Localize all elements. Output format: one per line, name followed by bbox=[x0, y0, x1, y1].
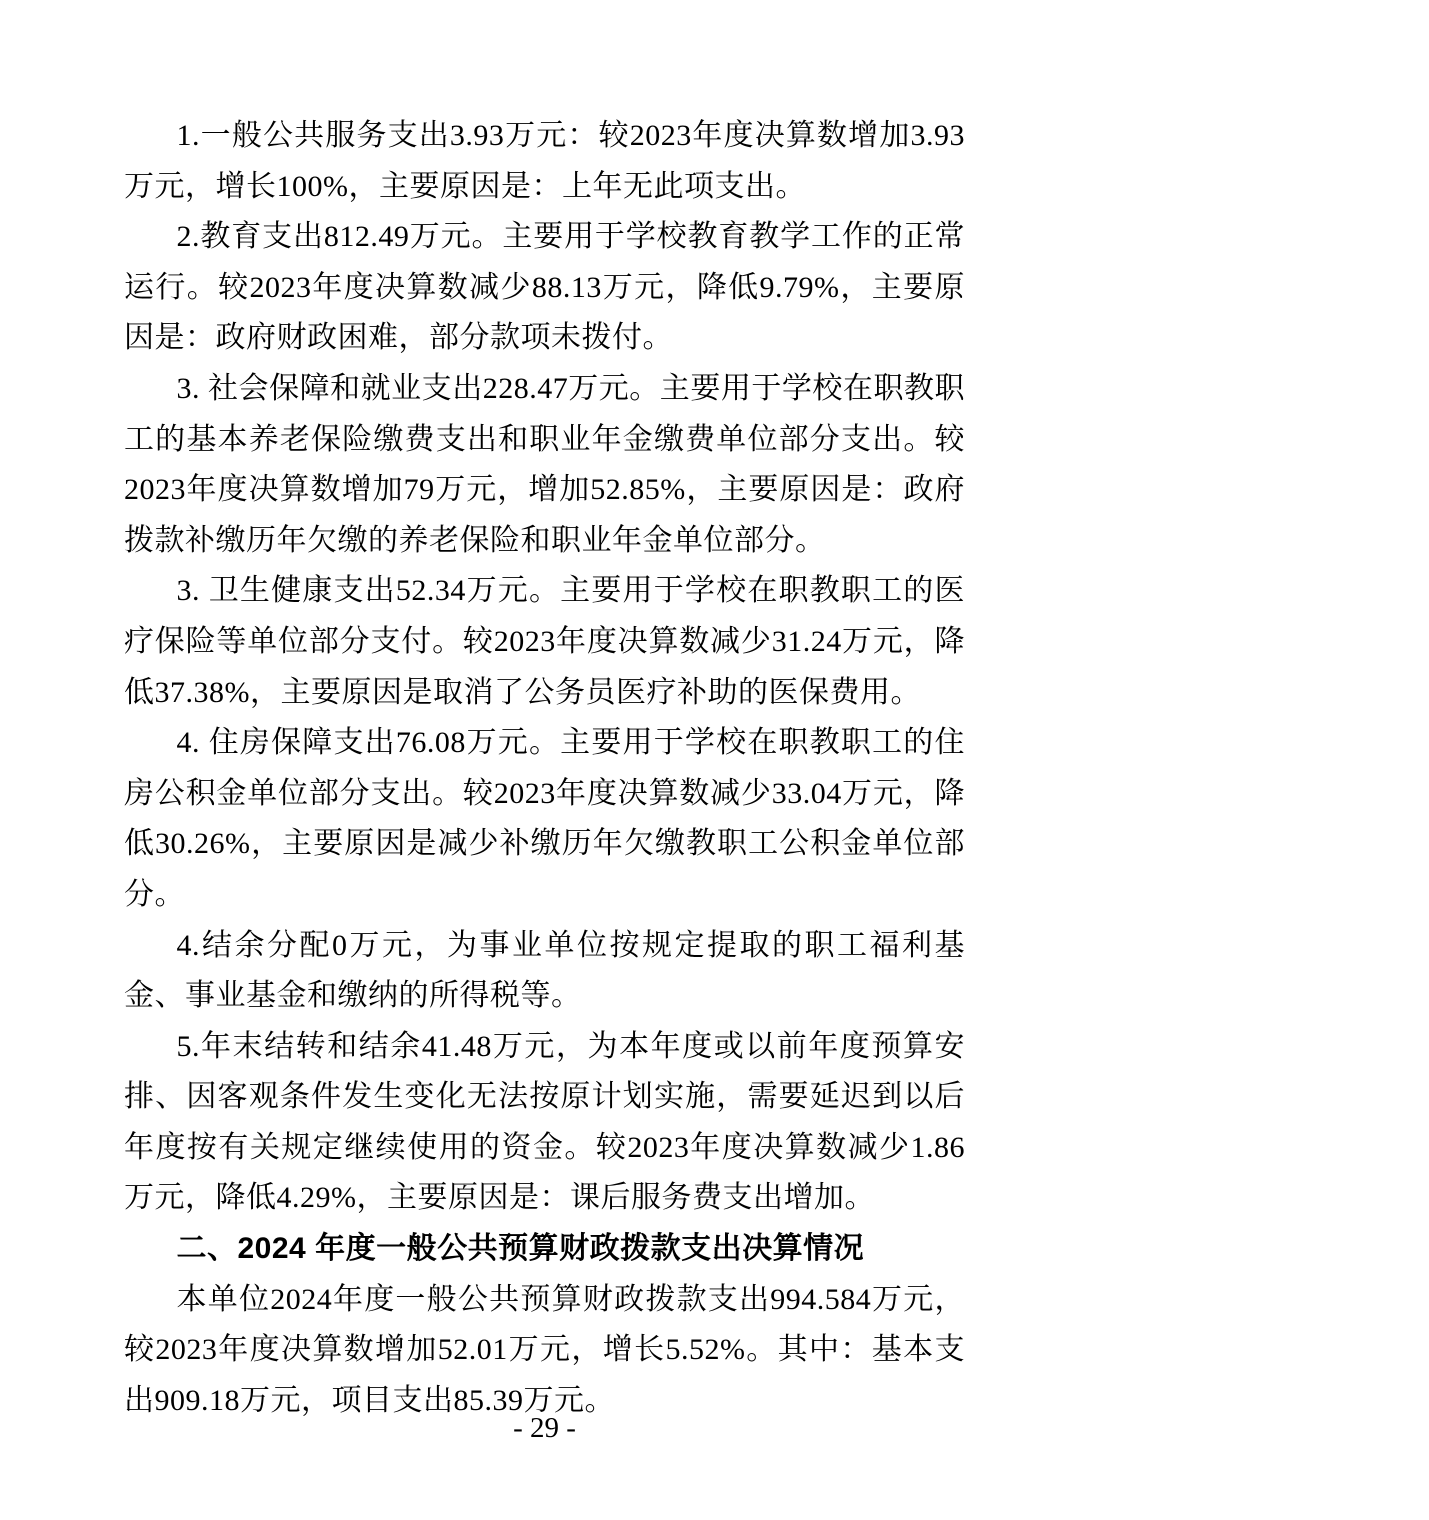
page-number: - 29 - bbox=[513, 1412, 576, 1444]
paragraph-1: 1.一般公共服务支出3.93万元：较2023年度决算数增加3.93万元，增长100%，主要原因是：上年无此项支出。 bbox=[124, 119, 965, 203]
section-heading: 二、2024 年度一般公共预算财政拨款支出决算情况 bbox=[176, 1232, 865, 1266]
paragraph-3: 3. 社会保障和就业支出228.47万元。主要用于学校在职教职工的基本养老保险缴费支出和职业年金缴费单位部分支出。较2023年度决算数增加79万元，增加52.85%，主要原因是：政府拨款补缴历年欠缴的养老保险和职业年金单位部分。 bbox=[124, 371, 965, 557]
paragraph-7: 5.年末结转和结余41.48万元，为本年度或以前年度预算安排、因客观条件发生变化无法按原计划实施，需要延迟到以后年度按有关规定继续使用的资金。较2023年度决算数减少1.86万元，降低4.29%，主要原因是：课后服务费支出增加。 bbox=[124, 1029, 965, 1215]
paragraph-6: 4.结余分配0万元，为事业单位按规定提取的职工福利基金、事业基金和缴纳的所得税等。 bbox=[124, 928, 965, 1013]
paragraph-2: 2.教育支出812.49万元。主要用于学校教育教学工作的正常运行。较2023年度决算数减少88.13万元，降低9.79%，主要原因是：政府财政困难，部分款项未拨付。 bbox=[124, 220, 965, 355]
paragraph-4: 3. 卫生健康支出52.34万元。主要用于学校在职教职工的医疗保险等单位部分支付。较2023年度决算数减少31.24万元，降低37.38%，主要原因是取消了公务员医疗补助的医保费用。 bbox=[124, 574, 965, 709]
paragraph-5: 4. 住房保障支出76.08万元。主要用于学校在职教职工的住房公积金单位部分支出。较2023年度决算数减少33.04万元，降低30.26%，主要原因是减少补缴历年欠缴教职工公积金单位部分。 bbox=[124, 726, 965, 911]
document-body bbox=[124, 111, 965, 1426]
paragraph-9: 本单位2024年度一般公共预算财政拨款支出994.584万元，较2023年度决算数增加52.01万元，增长5.52%。其中：基本支出909.18万元，项目支出85.39万元。 bbox=[124, 1282, 965, 1417]
